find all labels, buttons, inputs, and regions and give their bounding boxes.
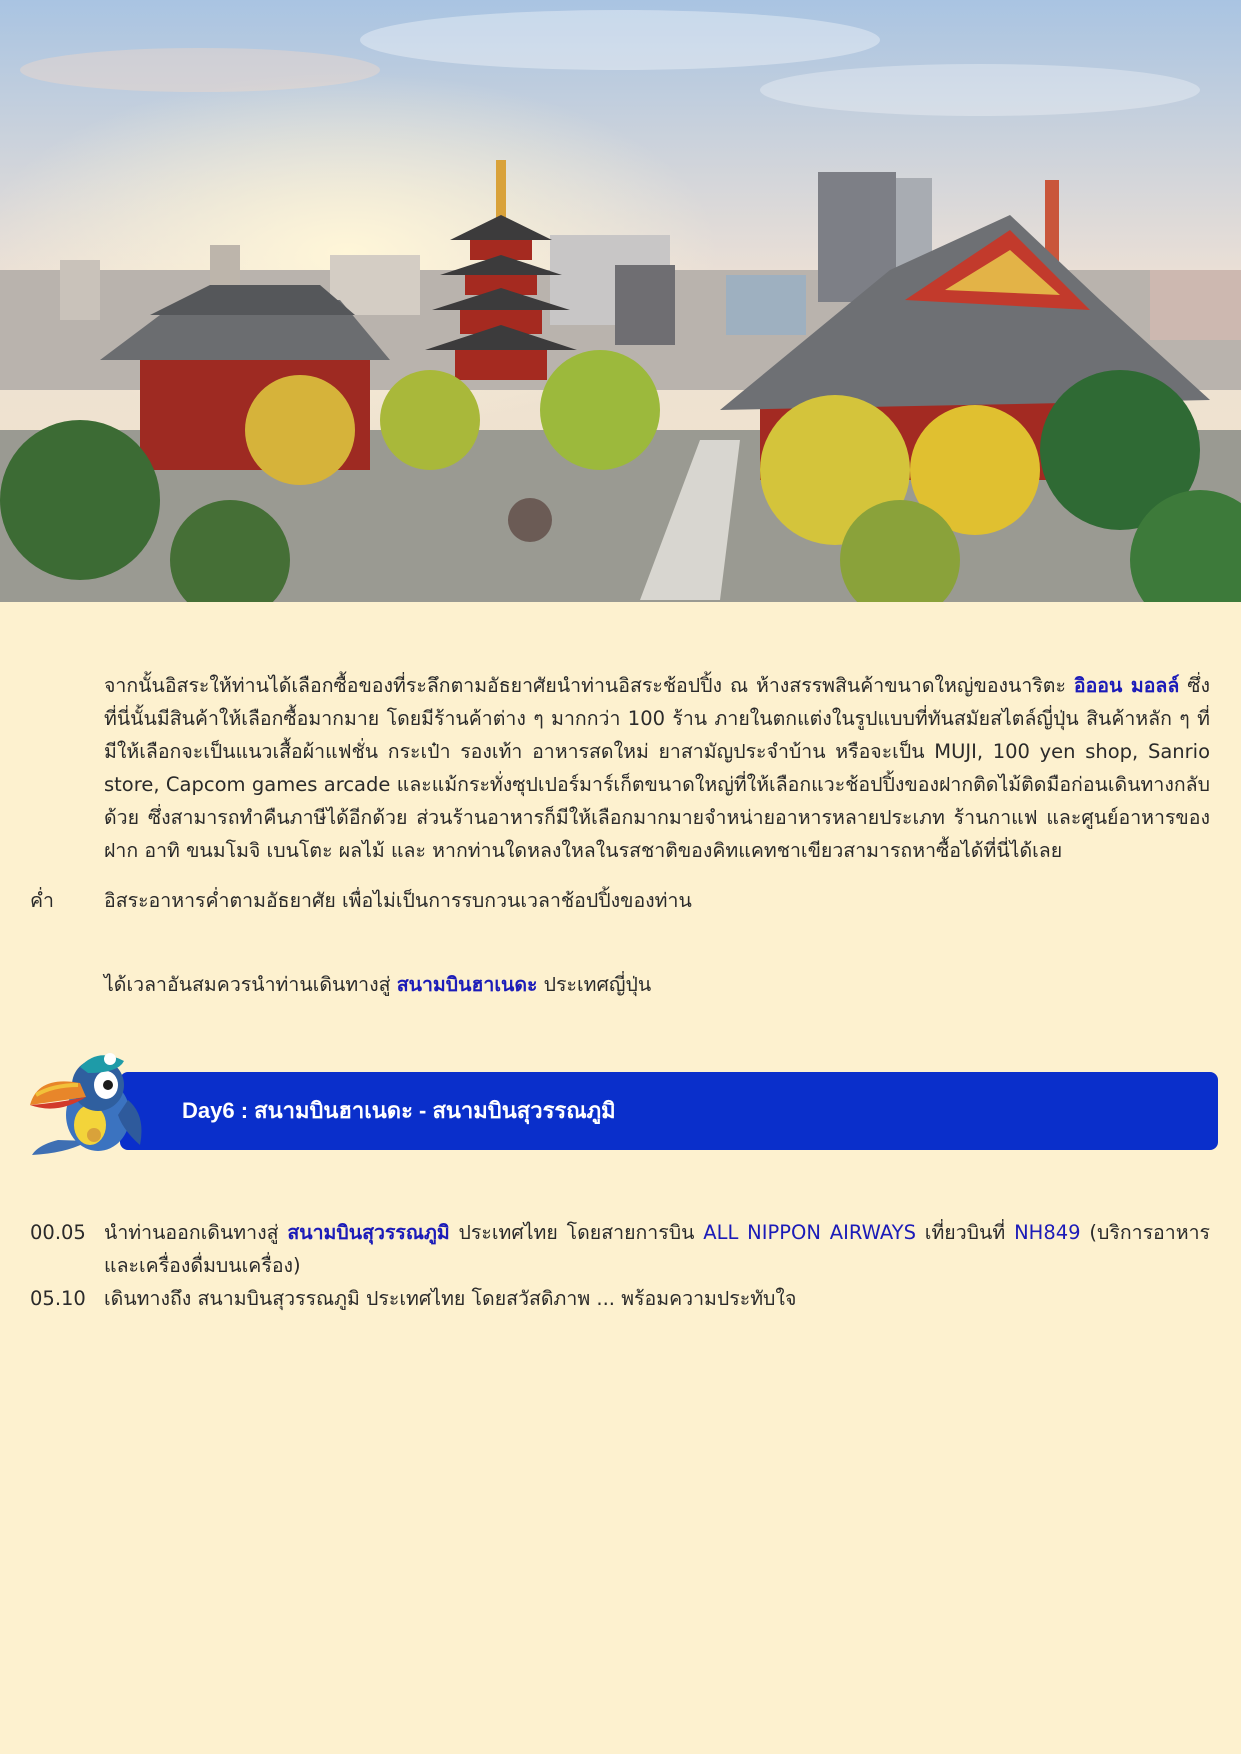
dinner-text: อิสระอาหารค่ำตามอัธยาศัย เพื่อไม่เป็นการรบกวนเวลาช้อปปิ้งของท่าน xyxy=(104,889,692,912)
meal-service-note: (บริการอาหารและเครื่องดื่มบนเครื่อง) xyxy=(104,1221,1210,1277)
departure-text-mid: ประเทศไทย โดยสายการบิน xyxy=(449,1221,704,1244)
transfer-text-intro: ได้เวลาอันสมควรนำท่านเดินทางสู่ xyxy=(104,973,397,996)
hero-photo xyxy=(0,0,1241,602)
flight-label: เที่ยวบินที่ xyxy=(915,1221,1015,1244)
schedule-row-arrival xyxy=(30,1282,1210,1315)
shopping-description xyxy=(104,669,1210,867)
shopping-text-body: ซึ่งที่นี่นั้นมีสินค้าให้เลือกซื้อมากมาย โดยมีร้านค้าต่าง ๆ มากกว่า 100 ร้าน ภายในตกแต่งในรูปแบบที่ทันสมัยสไตล์ญี่ปุ่น สินค้าหลัก ๆ ที่มีให้เลือกจะเป็นแนวเสื้อผ้าแฟชั่น กระเป๋า รองเท้า อาหารสดใหม่ ยาสามัญประจำบ้าน หรือจะเป็น MUJI, 100 yen shop, Sanrio store, Capcom games arcade และแม้กระทั่งซุปเปอร์มาร์เก็ตขนาดใหญ่ที่ให้เลือกแวะช้อปปิ้งของฝากติดไม้ติดมือก่อนเดินทางกลับด้วย ซึ่งสามารถทำคืนภาษีได้อีกด้วย ส่วนร้านอาหารก็มีให้เลือกมากมายจำหน่ายอาหารหลายประเภท ร้านกาแฟ และศูนย์อาหารของฝาก อาทิ ขนมโมจิ เบนโตะ ผลไม้ และ หากท่านใดหลงใหลในรสชาติของคิทแคทชาเขียวสามารถหาซื้อได้ที่นี่ได้เลย xyxy=(104,674,1211,862)
arrival-time: 05.10 xyxy=(30,1287,86,1310)
airline-name: ALL NIPPON AIRWAYS xyxy=(703,1221,916,1244)
flight-number: NH849 xyxy=(1014,1221,1081,1244)
schedule-row-departure xyxy=(30,1216,1210,1282)
departure-text xyxy=(104,1216,1210,1282)
suvarnabhumi-airport-highlight: สนามบินสุวรรณภูมิ xyxy=(287,1221,450,1244)
departure-text-intro: นำท่านออกเดินทางสู่ xyxy=(104,1221,288,1244)
toucan-mascot-icon xyxy=(28,1045,148,1161)
dinner-row xyxy=(30,884,1210,917)
transfer-text xyxy=(104,968,1210,1001)
day6-title: Day6 : สนามบินฮาเนดะ - สนามบินสุวรรณภูมิ xyxy=(182,1098,616,1123)
shopping-text-intro: จากนั้นอิสระให้ท่านได้เลือกซื้อของที่ระลึกตามอัธยาศัยนำท่านอิสระช้อปปิ้ง ณ ห้างสรรพสินค้าขนาดใหญ่ของนาริตะ xyxy=(104,674,1074,697)
aeon-mall-highlight: อิออน มอลล์ xyxy=(1073,674,1180,697)
haneda-airport-highlight: สนามบินฮาเนดะ xyxy=(396,973,538,996)
departure-time: 00.05 xyxy=(30,1221,86,1244)
dinner-label: ค่ำ xyxy=(30,889,54,912)
transfer-text-end: ประเทศญี่ปุ่น xyxy=(537,973,652,996)
arrival-text: เดินทางถึง สนามบินสุวรรณภูมิ ประเทศไทย โดยสวัสดิภาพ ... พร้อมความประทับใจ xyxy=(104,1287,797,1310)
